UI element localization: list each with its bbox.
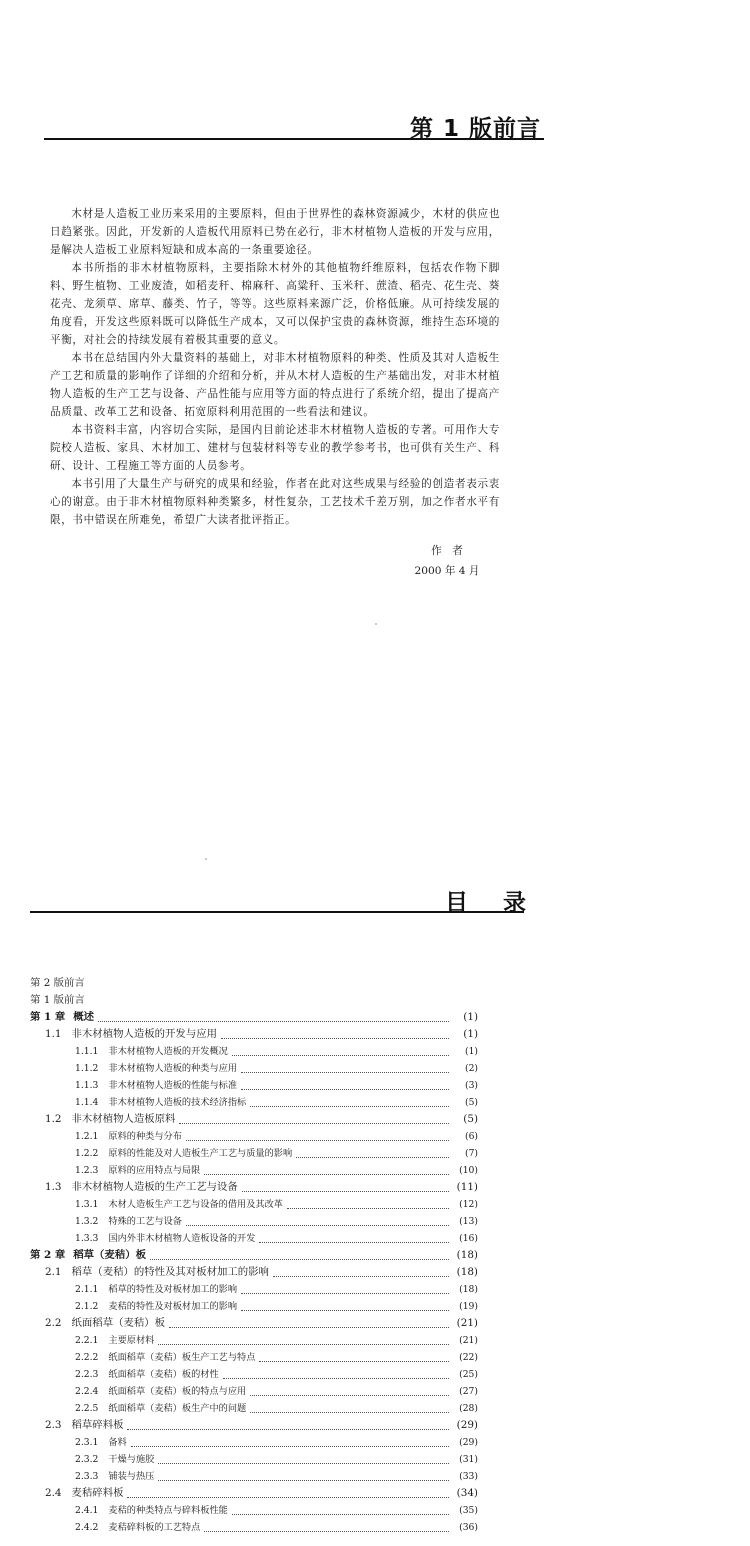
toc-entry-title: 备料 [108, 1437, 127, 1448]
toc-dot-leader [259, 1242, 449, 1243]
toc-entry-number: 2.1.2 [75, 1301, 99, 1312]
toc-entry-page: (5) [463, 1113, 478, 1125]
toc-entry [30, 1417, 478, 1434]
toc-entry-page: (19) [459, 1301, 478, 1312]
toc-dot-leader [158, 1480, 449, 1481]
toc-entry-title: 非木材植物人造板的技术经济指标 [108, 1097, 247, 1108]
toc-entry-title: 纸面稻草（麦秸）板 [71, 1317, 166, 1329]
toc-entry-title: 麦秸的特性及对板材加工的影响 [108, 1301, 238, 1312]
toc-entry-number: 2.2 [45, 1317, 62, 1329]
toc-entry-page: (35) [459, 1505, 478, 1516]
toc-list [30, 975, 478, 1536]
toc-entry-title: 第 2 版前言 [30, 977, 85, 989]
preface-paragraph: 木材是人造板工业历来采用的主要原料，但由于世界性的森林资源减少，木材的供应也日趋紧张。因此，开发新的人造板代用原料已势在必行，非木材植物人造板的开发与应用，是解决人造板工业原料短缺和成本高的一条重要途径。 [50, 208, 500, 256]
toc-entry-page: (28) [459, 1403, 478, 1414]
toc-entry-number: 1.2 [45, 1113, 62, 1125]
toc-dot-leader [250, 1106, 449, 1107]
toc-entry-number: 1.1.2 [75, 1063, 99, 1074]
toc-entry-title: 麦秸碎料板 [71, 1487, 124, 1499]
toc-dot-leader [241, 1293, 449, 1294]
toc-entry [30, 1468, 478, 1485]
toc-dot-leader [179, 1123, 449, 1124]
toc-entry-title: 稻草的特性及对板材加工的影响 [108, 1284, 238, 1295]
toc-entry [30, 1230, 478, 1247]
toc-entry-number: 2.4.1 [75, 1505, 99, 1516]
toc-entry [30, 1145, 478, 1162]
toc-dot-leader [296, 1157, 449, 1158]
toc-entry-page: (18) [459, 1284, 478, 1295]
toc-title: 目 录 [445, 890, 532, 916]
toc-entry-title: 原料的种类与分布 [108, 1131, 182, 1142]
toc-dot-leader [158, 1463, 449, 1464]
toc-entry [30, 1315, 478, 1332]
toc-entry-title: 干燥与施胶 [108, 1454, 155, 1465]
toc-entry-title: 原料的应用特点与局限 [108, 1165, 201, 1176]
toc-entry-page: (18) [456, 1266, 478, 1278]
toc-entry-page: (5) [464, 1097, 478, 1108]
toc-entry-page: (22) [459, 1352, 478, 1363]
toc-dot-leader [186, 1225, 449, 1226]
preface-paragraph: 本书资料丰富，内容切合实际，是国内目前论述非木材植物人造板的专著。可用作大专院校人造板、家具、木材加工、建材与包装材料等专业的教学参考书，也可供有关生产、科研、设计、工程施工等方面的人员参考。 [50, 424, 500, 472]
toc-entry-page: (2) [464, 1063, 478, 1074]
toc-entry-page: (34) [456, 1487, 478, 1499]
scan-speck [205, 858, 207, 860]
toc-entry-number: 第 1 章 [30, 1011, 66, 1023]
toc-entry [30, 975, 478, 992]
toc-entry-number: 2.2.3 [75, 1369, 99, 1380]
toc-entry-page: (25) [459, 1369, 478, 1380]
toc-entry-number: 2.2.4 [75, 1386, 99, 1397]
toc-entry-number: 1.3.1 [75, 1199, 99, 1210]
toc-entry-title: 稻草碎料板 [71, 1419, 124, 1431]
toc-entry-title: 非木材植物人造板的开发概况 [108, 1046, 228, 1057]
toc-entry-number: 2.3.3 [75, 1471, 99, 1482]
toc-entry-title: 国内外非木材植物人造板设备的开发 [108, 1233, 256, 1244]
toc-entry-title: 特殊的工艺与设备 [108, 1216, 182, 1227]
toc-entry-number: 2.2.5 [75, 1403, 99, 1414]
toc-dot-leader [150, 1259, 449, 1260]
toc-dot-leader [241, 1072, 449, 1073]
toc-entry-page: (18) [456, 1249, 478, 1261]
preface-title: 第 1 版前言 [410, 116, 542, 142]
toc-entry [30, 1434, 478, 1451]
toc-entry-number: 1.3 [45, 1181, 62, 1193]
toc-entry-page: (21) [459, 1335, 478, 1346]
toc-entry [30, 1264, 478, 1281]
toc-entry-number: 2.1 [45, 1266, 62, 1278]
toc-dot-leader [98, 1021, 449, 1022]
toc-dot-leader [259, 1361, 449, 1362]
toc-entry-number: 1.1.3 [75, 1080, 99, 1091]
toc-entry [30, 1026, 478, 1043]
toc-dot-leader [131, 1446, 449, 1447]
toc-entry-title: 非木材植物人造板的性能与标准 [108, 1080, 238, 1091]
toc-entry-number: 1.2.1 [75, 1131, 99, 1142]
toc-entry-title: 非木材植物人造板原料 [71, 1113, 176, 1125]
toc-entry-title: 纸面稻草（麦秸）板的特点与应用 [108, 1386, 247, 1397]
toc-entry-title: 纸面稻草（麦秸）板生产中的问题 [108, 1403, 247, 1414]
toc-dot-leader [250, 1412, 449, 1413]
toc-entry [30, 1366, 478, 1383]
toc-entry [30, 1162, 478, 1179]
toc-entry-title: 麦秸的种类特点与碎料板性能 [108, 1505, 228, 1516]
preface-paragraph: 本书引用了大量生产与研究的成果和经验，作者在此对这些成果与经验的创造者表示衷心的谢意。由于非木材植物原料种类繁多，材性复杂，工艺技术千差万别，加之作者水平有限，书中错误在所难免，希望广大读者批评指正。 [50, 478, 500, 526]
toc-dot-leader [232, 1514, 449, 1515]
toc-entry-title: 主要原材料 [108, 1335, 155, 1346]
toc-dot-leader [204, 1174, 449, 1175]
toc-entry-title: 稻草（麦秸）板 [73, 1249, 146, 1261]
toc-entry-page: (7) [464, 1148, 478, 1159]
toc-entry-page: (1) [463, 1011, 478, 1023]
toc-entry-title: 非木材植物人造板的种类与应用 [108, 1063, 238, 1074]
preface-paragraph: 本书在总结国内外大量资料的基础上，对非木材植物原料的种类、性质及其对人造板生产工艺和质量的影响作了详细的介绍和分析，并从木材人造板的生产基础出发，对非木材植物人造板的生产工艺与设备、产品性能与应用等方面的特点进行了系统介绍，提出了提高产品质量、改革工艺和设备、拓宽原料利用范围的一些看法和建议。 [50, 352, 500, 418]
toc-entry [30, 1128, 478, 1145]
toc-entry-title: 非木材植物人造板的生产工艺与设备 [71, 1181, 238, 1193]
toc-entry [30, 1179, 478, 1196]
toc-entry-page: (6) [464, 1131, 478, 1142]
toc-entry [30, 1349, 478, 1366]
toc-entry [30, 1196, 478, 1213]
toc-entry-number: 2.3.2 [75, 1454, 99, 1465]
toc-entry-number: 1.1.1 [75, 1046, 99, 1057]
toc-entry-title: 麦秸碎料板的工艺特点 [108, 1522, 201, 1533]
toc-entry [30, 1077, 478, 1094]
toc-entry [30, 1383, 478, 1400]
toc-entry-page: (29) [459, 1437, 478, 1448]
toc-entry-page: (13) [459, 1216, 478, 1227]
toc-entry [30, 1332, 478, 1349]
toc-entry-page: (31) [459, 1454, 478, 1465]
toc-entry-page: (3) [464, 1080, 478, 1091]
toc-entry-number: 1.1.4 [75, 1097, 99, 1108]
toc-entry [30, 1009, 478, 1026]
toc-entry [30, 1298, 478, 1315]
toc-entry-number: 2.1.1 [75, 1284, 99, 1295]
toc-entry [30, 1485, 478, 1502]
toc-entry-number: 1.3.2 [75, 1216, 99, 1227]
preface-body [50, 205, 500, 529]
preface-heading [0, 110, 750, 145]
toc-entry [30, 1111, 478, 1128]
toc-entry-page: (27) [459, 1386, 478, 1397]
toc-dot-leader [242, 1191, 449, 1192]
toc-entry-title: 纸面稻草（麦秸）板的材性 [108, 1369, 219, 1380]
preface-author: 作 者 [431, 545, 463, 557]
toc-entry [30, 1043, 478, 1060]
toc-dot-leader [158, 1344, 449, 1345]
toc-dot-leader [232, 1055, 449, 1056]
toc-entry-title: 纸面稻草（麦秸）板生产工艺与特点 [108, 1352, 256, 1363]
toc-entry [30, 1451, 478, 1468]
toc-dot-leader [169, 1327, 449, 1328]
toc-entry-title: 非木材植物人造板的开发与应用 [71, 1028, 217, 1040]
preface-paragraph: 本书所指的非木材植物原料，主要指除木材外的其他植物纤维原料，包括农作物下脚料、野生植物、工业废渣，如稻麦秆、棉麻秆、高粱秆、玉米秆、蔗渣、稻壳、花生壳、葵花壳、龙须草、席草、藤类、竹子，等等。这些原料来源广泛，价格低廉。从可持续发展的角度看，开发这些原料既可以降低生产成本，又可以保护宝贵的森林资源，维持生态环境的平衡，对社会的持续发展有着极其重要的意义。 [50, 262, 500, 346]
toc-entry-page: (1) [463, 1028, 478, 1040]
toc-entry [30, 1400, 478, 1417]
toc-entry-number: 1.3.3 [75, 1233, 99, 1244]
toc-entry-number: 1.2.3 [75, 1165, 99, 1176]
toc-entry [30, 1094, 478, 1111]
toc-entry [30, 1281, 478, 1298]
toc-entry [30, 1247, 478, 1264]
toc-dot-leader [273, 1276, 449, 1277]
toc-dot-leader [186, 1140, 449, 1141]
toc-dot-leader [204, 1531, 449, 1532]
toc-entry-number: 2.4.2 [75, 1522, 99, 1533]
toc-entry-title: 第 1 版前言 [30, 994, 85, 1006]
toc-entry [30, 1213, 478, 1230]
scan-speck [375, 623, 377, 625]
toc-entry-page: (11) [456, 1181, 478, 1193]
toc-dot-leader [287, 1208, 449, 1209]
toc-entry-title: 木材人造板生产工艺与设备的借用及其改革 [108, 1199, 283, 1210]
toc-entry [30, 1519, 478, 1536]
toc-entry-page: (29) [456, 1419, 478, 1431]
toc-entry-page: (33) [459, 1471, 478, 1482]
toc-dot-leader [221, 1038, 449, 1039]
toc-heading [0, 884, 750, 919]
toc-dot-leader [241, 1089, 449, 1090]
toc-entry-page: (16) [459, 1233, 478, 1244]
toc-dot-leader [127, 1497, 449, 1498]
toc-dot-leader [241, 1310, 449, 1311]
toc-entry-page: (21) [456, 1317, 478, 1329]
toc-entry-page: (12) [459, 1199, 478, 1210]
toc-entry-number: 2.4 [45, 1487, 62, 1499]
toc-entry-page: (1) [464, 1046, 478, 1057]
toc-entry [30, 992, 478, 1009]
toc-dot-leader [127, 1429, 449, 1430]
toc-entry-number: 1.1 [45, 1028, 62, 1040]
toc-entry-title: 铺装与热压 [108, 1471, 155, 1482]
toc-entry-number: 1.2.2 [75, 1148, 99, 1159]
toc-entry-number: 2.2.2 [75, 1352, 99, 1363]
toc-entry-number: 2.2.1 [75, 1335, 99, 1346]
toc-entry-number: 2.3 [45, 1419, 62, 1431]
toc-entry-page: (36) [459, 1522, 478, 1533]
toc-entry [30, 1502, 478, 1519]
toc-entry-page: (10) [459, 1165, 478, 1176]
toc-dot-leader [250, 1395, 449, 1396]
preface-date: 2000 年 4 月 [414, 565, 480, 577]
toc-entry-number: 第 2 章 [30, 1249, 66, 1261]
toc-entry-number: 2.3.1 [75, 1437, 99, 1448]
toc-dot-leader [223, 1378, 449, 1379]
toc-entry-title: 原料的性能及对人造板生产工艺与质量的影响 [108, 1148, 293, 1159]
toc-entry-title: 概述 [73, 1011, 95, 1023]
toc-entry-title: 稻草（麦秸）的特性及其对板材加工的影响 [71, 1266, 269, 1278]
toc-entry [30, 1060, 478, 1077]
